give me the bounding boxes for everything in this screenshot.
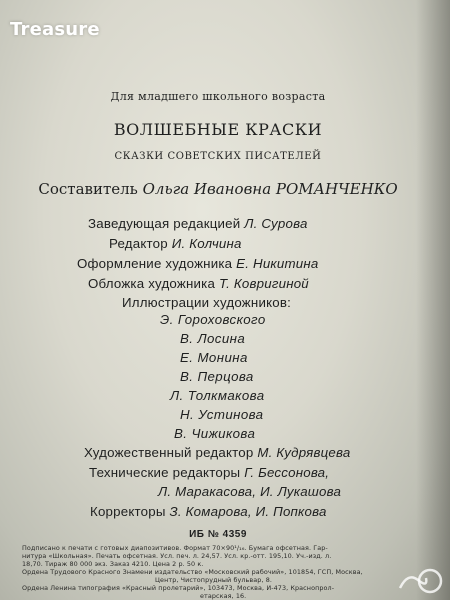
credit-line (88, 276, 309, 291)
illustrator-name: В. Чижикова (174, 426, 256, 441)
ib-number: ИБ № 4359 (189, 529, 247, 540)
tech-editors-line (89, 465, 329, 480)
credit-role: Технические редакторы (89, 465, 241, 480)
credit-role: Корректоры (90, 504, 166, 519)
treasure-watermark: Treasure (10, 19, 100, 40)
credit-role: Оформление художника (77, 256, 233, 271)
credit-role: Заведующая редакцией (88, 216, 241, 231)
tech-editors-continued (158, 484, 341, 499)
compiler-label: Составитель (38, 180, 138, 198)
marketplace-logo-icon (398, 568, 444, 594)
compiler-line (0, 180, 436, 198)
credit-name: Г. Бессонова, (244, 465, 330, 480)
credit-line (109, 236, 242, 251)
credit-name: М. Кудрявцева (257, 445, 351, 460)
imprint-line: нитура «Школьная». Печать офсетная. Усл. печ. л. 24,57. Усл. кр.-отт. 195,10. Уч.-изд. л. (22, 552, 332, 560)
illustrator-name: Л. Толкмакова (170, 388, 265, 403)
credit-role: Редактор (109, 236, 168, 251)
credit-name: И. Колчина (171, 236, 242, 251)
credit-name: З. Комарова, И. Попкова (169, 504, 327, 519)
credit-name: Е. Никитина (236, 256, 319, 271)
illustrator-name: Н. Устинова (180, 407, 264, 422)
imprint-line: Ордена Ленина типография «Красный пролетарий», 103473, Москва, И-473, Краснопрол- (22, 584, 335, 592)
illustrators-label: Иллюстрации художников: (122, 295, 291, 310)
imprint-line: Подписано к печати с готовых диапозитивов. Формат 70×90¹/₁₆. Бумага офсетная. Гар- (22, 544, 328, 552)
compiler-name: Ольга Ивановна РОМАНЧЕНКО (142, 180, 398, 198)
imprint-line: 18,70. Тираж 80 000 экз. Заказ 4210. Цена 2 р. 50 к. (22, 560, 204, 568)
illustrator-name: В. Перцова (180, 369, 254, 384)
audience-line: Для младшего школьного возраста (110, 90, 326, 103)
correctors-line (90, 504, 327, 519)
illustrator-name: Э. Гороховского (160, 312, 266, 327)
credit-role: Обложка художника (88, 276, 216, 291)
credit-name: Л. Маракасова, И. Лукашова (158, 484, 342, 499)
credit-line (77, 256, 318, 271)
credit-name: Л. Сурова (244, 216, 308, 231)
book-title: ВОЛШЕБНЫЕ КРАСКИ (113, 120, 323, 139)
credit-line (88, 216, 308, 231)
book-subtitle: СКАЗКИ СОВЕТСКИХ ПИСАТЕЛЕЙ (114, 151, 322, 162)
imprint-line: Центр, Чистопрудный бульвар, 8. (155, 576, 273, 584)
art-editor-line (84, 445, 350, 460)
credit-role: Художественный редактор (84, 445, 254, 460)
credit-name: Т. Ковригиной (218, 276, 309, 291)
illustrator-name: В. Лосина (180, 331, 246, 346)
imprint-line: етарская, 16. (200, 592, 247, 600)
illustrator-name: Е. Монина (180, 350, 248, 365)
imprint-line: Ордена Трудового Красного Знамени издательство «Московский рабочий», 101854, ГСП, Москва, (22, 568, 363, 576)
logo-shape-icon (398, 568, 444, 594)
